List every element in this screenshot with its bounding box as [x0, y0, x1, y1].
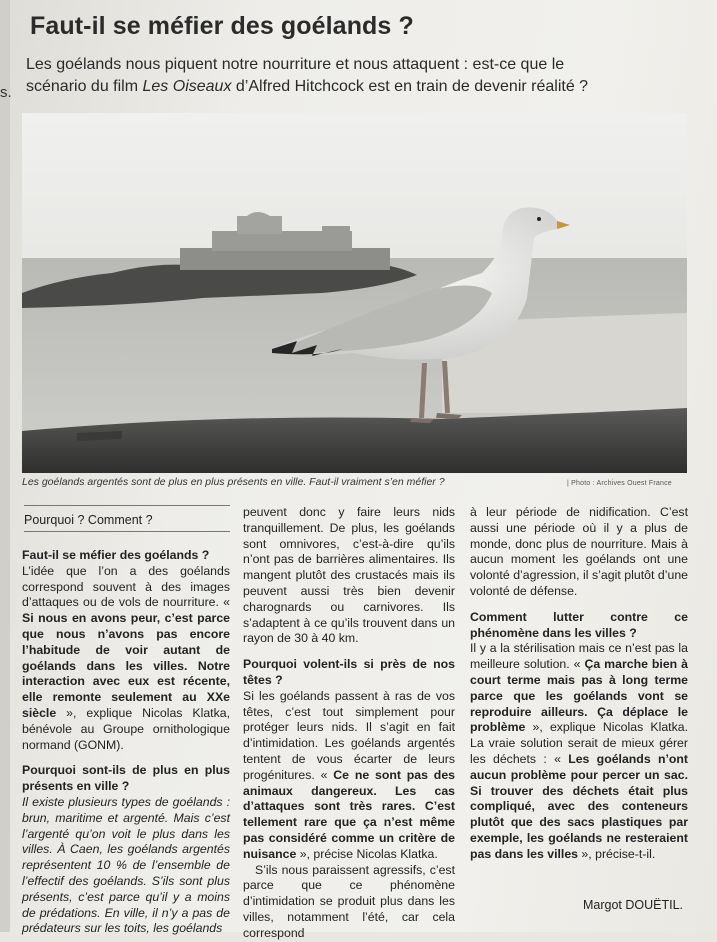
article-lead — [26, 54, 706, 98]
quote-klatka-1: Si nous en avons peur, c’est parce que nous n’avons pas encore l’habitude de voir autant de goélands dans les villes. Notre interaction avec eux est récente, elle remonte seulement au XXe siècle — [22, 611, 230, 720]
lead-line-1: Les goélands nous piquent notre nourriture et nous attaquent : est-ce que le — [26, 56, 565, 73]
kicker-rule-top — [24, 505, 230, 506]
film-title: Les Oiseaux — [142, 78, 232, 95]
heading-faut-il: Faut-il se méfier des goélands ? — [22, 548, 210, 562]
photo-caption: Les goélands argentés sont de plus en plus présents en ville. Faut-il vraiment s’en méfier ? — [22, 476, 445, 488]
quote-klatka-2: Ce ne sont pas des animaux dangereux. Les cas d’attaques sont très rares. C’est tellement rare que ça n’est même pas considéré comme un critère de nuisance — [243, 767, 455, 861]
column-2 — [243, 505, 455, 942]
adjacent-text-fragment: s. — [0, 84, 12, 101]
paragraph-pourquoi-presents: Il existe plusieurs types de goélands : brun, maritime et argenté. Mais c’est l’argenté qu’on voit le plus dans les villes. À Caen, les goélands argentés représentent 10 % de l’ensemble de l’effectif des goélands. S’ils sont plus présents, c’est parce qu’il y a moins de prédations. En ville, il n’y a pas de prédateurs sur les toits, les goélands — [22, 794, 230, 936]
paragraph-omnivores: peuvent donc y faire leurs nids tranquillement. De plus, les goélands sont omnivores, c’est-à-dire qu’ils n’ont pas de barrières alimentaires. Ils mangent plutôt des crustacés mais ils peuvent aussi très bien devenir charognards ou carnivores. Ils s’adaptent à ce qu’ils trouvent dans un rayon de 30 à 40 km. — [243, 505, 455, 646]
lead-line-2: scénario du film Les Oiseaux d’Alfred Hitchcock est en train de devenir réalité ? — [26, 78, 589, 95]
kicker-rule-bottom — [24, 531, 230, 532]
seagull-photo — [22, 113, 687, 473]
paragraph-comment-lutter: Il y a la stérilisation mais ce n’est pas la meilleure solution. « Ça marche bien à court terme mais pas à long terme parce que les goélands vont se reproduire ailleurs. Ça déplace le problème », explique Nicolas Klatka. La vraie solution serait de mieux gérer les déchets : « Les goélands n’ont aucun problème pour percer un sac. Si trouver des déchets était plus compliqué, avec des conteneurs plutôt que des sacs plastiques par exemple, les goélands ne resteraient pas dans les villes », précise-t-il. — [470, 641, 688, 861]
paragraph-pourquoi-volent: Si les goélands passent à ras de vos têtes, c’est tout simplement pour protéger leurs nids. Il s’agit en fait d’intimidation. Les goélands argentés tentent de vous écarter de leurs progénitures. « Ce ne sont pas des animaux dangereux. Les cas d’attaques sont très rares. C’est tellement rare que ça n’est même pas considéré comme un critère de nuisance », précise Nicolas Klatka. — [243, 688, 455, 861]
article-title: Faut-il se méfier des goélands ? — [30, 12, 414, 40]
paragraph-agressifs: S’ils nous paraissent agressifs, c’est parce que ce phénomène d’intimidation se produit plus dans les villes, notamment l’été, car cela correspond — [243, 862, 455, 940]
photo-credit: | Photo : Archives Ouest France — [567, 480, 672, 487]
quote-klatka-4: Les goélands n’ont aucun problème pour percer un sac. Si trouver des déchets était plus compliqué, avec des conteneurs plutôt que des sacs plastiques par exemple, les goélands ne resteraient pas dans les villes — [470, 751, 688, 861]
column-1 — [22, 548, 230, 937]
adjacent-page-edge — [0, 0, 10, 932]
heading-comment-lutter: Comment lutter contre ce phénomène dans les villes ? — [470, 609, 688, 640]
column-3 — [470, 505, 688, 863]
kicker: Pourquoi ? Comment ? — [24, 513, 153, 527]
heading-pourquoi-volent: Pourquoi volent-ils si près de nos têtes ? — [243, 657, 455, 687]
heading-pourquoi-presents: Pourquoi sont-ils de plus en plus présents en ville ? — [22, 763, 230, 794]
paragraph-nidification: à leur période de nidification. C’est aussi une période où il y a plus de monde, donc plus de nourriture. Mais à aucun moment les goélands ont une volonté d’agression, il s’agit plutôt d’une volonté de défense. — [470, 505, 688, 598]
quote-klatka-3: Ça marche bien à court terme mais pas à long terme parce que les goélands vont se reproduire ailleurs. Ça déplace le problème — [470, 657, 688, 735]
author-signature: Margot DOUËTIL. — [583, 898, 684, 912]
paragraph-faut-il: L’idée que l’on a des goélands correspond souvent à des images d’attaques ou de vols de nourriture. « Si nous en avons peur, c’est parce que nous n’avons pas encore l’habitude de voir autant de goélands dans les villes. Notre interaction avec eux est récente, elle remonte seulement au XXe siècle », explique Nicolas Klatka, bénévole au Groupe ornithologique normand (GONM). — [22, 563, 230, 752]
